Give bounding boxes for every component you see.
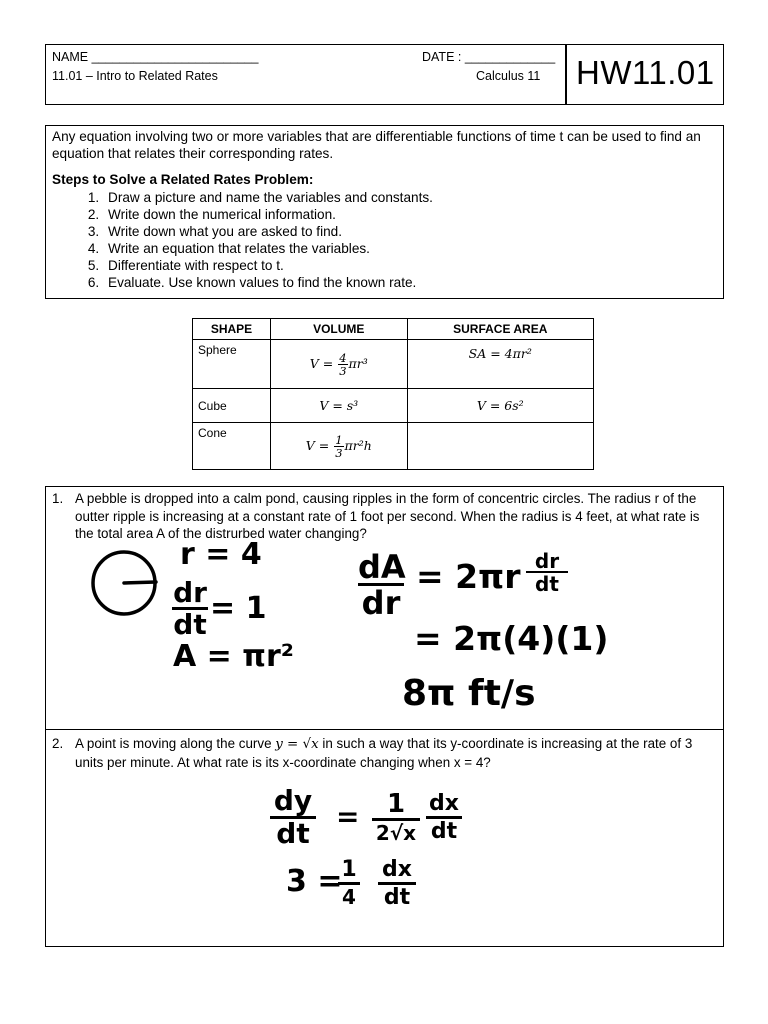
hw-code-box (566, 44, 724, 105)
hw-denominator: dt (276, 817, 310, 850)
formula-part: πr³ (348, 355, 368, 371)
step-item: 6. Evaluate. Use known values to find the known rate. (103, 274, 717, 291)
hw-numerator: 1 (372, 790, 420, 821)
hw-code: HW11.01 (576, 54, 715, 91)
steps-heading: Steps to Solve a Related Rates Problem: (52, 172, 314, 187)
hw-numerator: dy (270, 786, 316, 819)
hw-derivative: = 2πr (416, 557, 521, 596)
intro-text: Any equation involving two or more variables that are differentiable functions of time t can be used to find an equation that relates their corresponding rates. (52, 129, 701, 161)
surface-formula (407, 423, 593, 470)
circle-sketch-icon (88, 547, 162, 621)
hw-numerator: dA (358, 548, 406, 586)
hw-radius: r = 4 (180, 537, 262, 572)
problem-statement: in such a way that its y-coordinate is increasing at the rate of 3 units per minute. At what rate is its x-coordinate changing when x = 4? (75, 736, 693, 770)
hw-fraction (358, 548, 406, 622)
numerator: 4 (339, 350, 347, 365)
hw-numerator: dr (173, 576, 207, 609)
formula-part: V = (309, 355, 338, 371)
topic-label: 11.01 – Intro to Related Rates (52, 69, 218, 83)
table-row (193, 389, 594, 423)
hw-numerator: dx (378, 858, 416, 885)
hw-denominator: dt (535, 572, 559, 596)
header-info-box (45, 44, 566, 105)
intro-box (45, 125, 724, 299)
hw-fraction (270, 786, 316, 849)
table-header-row (193, 319, 594, 340)
hw-fraction (526, 551, 568, 595)
date-label: DATE : _____________ (422, 50, 556, 64)
problem-number: 1. (52, 491, 64, 506)
step-item: 5. Differentiate with respect to t. (103, 257, 717, 274)
hw-substitution: = 2π(4)(1) (414, 619, 609, 658)
hw-denominator: 4 (342, 885, 356, 909)
step-item: 4. Write an equation that relates the variables. (103, 240, 717, 257)
hw-denominator: dt (383, 885, 411, 910)
numerator: 1 (335, 432, 343, 447)
curve-equation: y = √x (275, 737, 319, 752)
step-item: 3. Write down what you are asked to find. (103, 223, 717, 240)
fraction (338, 352, 347, 377)
hw-fraction (426, 792, 462, 845)
problem-statement: A point is moving along the curve (75, 736, 276, 751)
problem-2-text (52, 735, 713, 771)
hw-denominator: dr (361, 584, 401, 622)
shape-name: Sphere (193, 340, 271, 389)
step-item: 2. Write down the numerical information. (103, 206, 717, 223)
hw-denominator: dt (173, 608, 207, 641)
volume-formula (271, 340, 408, 389)
problem-2-box (45, 730, 724, 947)
hw-numerator: 1 (338, 858, 360, 885)
table-row (193, 340, 594, 389)
hw-answer: 8π ft/s (402, 673, 536, 714)
col-header: SHAPE (193, 319, 271, 340)
hw-fraction (172, 576, 208, 641)
shape-formula-table (192, 318, 594, 470)
hw-numerator: dr (526, 551, 568, 573)
shape-name: Cone (193, 423, 271, 470)
course-label: Calculus 11 (476, 69, 541, 83)
steps-list (52, 189, 717, 291)
formula-part: πr²h (344, 437, 372, 453)
hw-denominator: 2√x (375, 821, 417, 845)
hw-fraction (372, 790, 420, 845)
step-item: 1. Draw a picture and name the variables and constants. (103, 189, 717, 206)
fraction (334, 434, 343, 459)
problem-1-box (45, 486, 724, 730)
hw-denominator: dt (430, 819, 458, 844)
volume-formula: V = s³ (271, 389, 408, 423)
name-label: NAME ________________________ (52, 50, 259, 64)
surface-formula: SA = 4πr² (407, 340, 593, 389)
volume-formula (271, 423, 408, 470)
hw-rate: = 1 (210, 591, 267, 626)
problem-1-text (52, 490, 713, 543)
hw-fraction (338, 858, 360, 909)
col-header: VOLUME (271, 319, 408, 340)
hw-numerator: dx (426, 792, 462, 819)
hw-fraction (378, 858, 416, 911)
surface-formula: V = 6s² (407, 389, 593, 423)
table-row (193, 423, 594, 470)
hw-equation: 3 = (286, 864, 343, 899)
denominator: 3 (335, 445, 343, 460)
col-header: SURFACE AREA (407, 319, 593, 340)
hw-area-formula: A = πr² (173, 639, 294, 674)
denominator: 3 (339, 363, 347, 378)
formula-part: V = (305, 437, 334, 453)
problem-statement: A pebble is dropped into a calm pond, causing ripples in the form of concentric circles. The radius r of the outter ripple is increasing at a constant rate of 1 foot per second. When the radius is 4 feet, at what rate is the total area A of the distrurbed water changing? (75, 491, 700, 541)
hw-equals: = (336, 800, 360, 833)
shape-name: Cube (193, 389, 271, 423)
problem-number: 2. (52, 736, 64, 751)
